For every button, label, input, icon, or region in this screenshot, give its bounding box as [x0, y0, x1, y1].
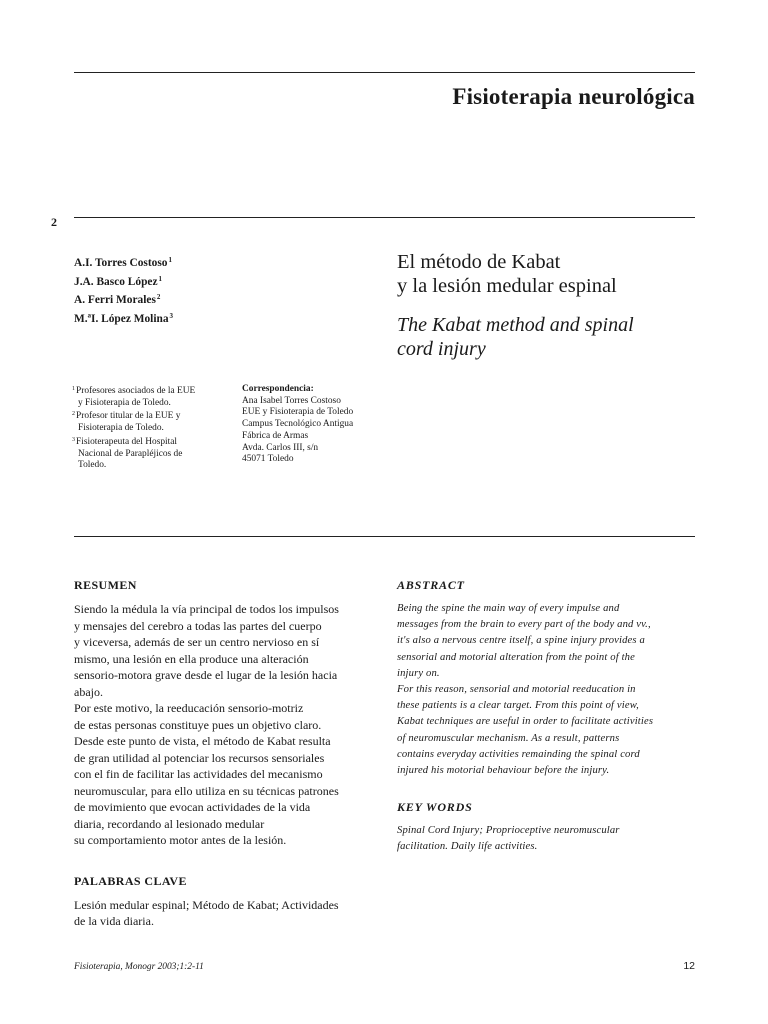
resumen-body: Siendo la médula la vía principal de todos los impulsos y mensajes del cerebro a todas las partes del cuerpo y viceversa, además de ser un centro nervioso en sí mismo, una lesión en ella produce una alteración sensorio-motora grave desde el lugar de la lesión hacia abajo. Por este motivo, la reeducación sensorio-motriz de estas personas constituye pues un objetivo claro. Desde este punto de vista, el método de Kabat resulta de gran utilidad al potenciar los recursos sensoriales con el fin de facilitar las actividades del mecanismo neuromuscular, para ello utiliza en su técnicas patrones de movimiento que evocan actividades de la vida diaria, recordando al lesionado medular su comportamiento motor antes de la lesión. — [74, 602, 339, 847]
author-list — [74, 253, 173, 327]
affiliation-item: $^3$Fisioterapeuta del Hospital Nacional de Parapléjicos de Toledo. — [72, 436, 183, 471]
correspondence-line: EUE y Fisioterapia de Toledo — [242, 407, 354, 418]
footer-page-number: 12 — [683, 960, 695, 972]
article-title-english: The Kabat method and spinal cord injury — [397, 314, 634, 360]
footer-citation: Fisioterapia, Monogr 2003;1:2-11 — [74, 962, 204, 972]
affiliation-item: $^1$Profesores asociados de la EUE y Fisioterapia de Toledo. — [72, 386, 196, 408]
abstract-body: Being the spine the main way of every impulse and messages from the brain to every part of the body and vv., it's also a nervous centre itself, a spine injury provides a sensorial and motorial alteration from the point of the injury on. For this reason, sensorial and motorial reeducation in these patients is a clear target. From this point of view, Kabat techniques are useful in order to facilitate activities of neuromuscular mechanism. As a result, patterns contains everyday activities remainding the spinal cord injured his motorial behaviour before the injury. — [397, 603, 654, 777]
spanish-column — [74, 577, 374, 930]
correspondence-line: Fábrica de Armas — [242, 430, 309, 441]
correspondence-line: 45071 Toledo — [242, 454, 294, 465]
section-title: Fisioterapia neurológica — [452, 84, 695, 109]
key-words-body: Spinal Cord Injury; Proprioceptive neuromuscular facilitation. Daily life activities. — [397, 825, 620, 853]
author: M.ªI. López Molina$^3$ — [74, 311, 174, 325]
palabras-clave-body: Lesión medular espinal; Método de Kabat; Actividades de la vida diaria. — [74, 897, 339, 928]
key-words-heading: KEY WORDS — [397, 800, 473, 815]
correspondence-heading: Correspondencia: — [242, 384, 314, 394]
palabras-clave-heading: PALABRAS CLAVE — [74, 873, 187, 888]
article-title-spanish: El método de Kabat y la lesión medular espinal — [397, 251, 617, 297]
affiliations — [72, 384, 232, 472]
correspondence-line: Ana Isabel Torres Costoso — [242, 395, 341, 406]
section-rule — [74, 536, 695, 537]
correspondence-line: Campus Tecnológico Antigua — [242, 419, 354, 430]
top-rule — [74, 72, 695, 73]
header-rule — [74, 217, 695, 218]
correspondence-block — [242, 384, 392, 466]
side-page-number: 2 — [51, 215, 57, 229]
abstract-heading: ABSTRACT — [397, 578, 465, 592]
author: A.I. Torres Costoso$^1$ — [74, 256, 172, 269]
author: J.A. Basco López$^1$ — [74, 274, 163, 288]
author: A. Ferri Morales$^2$ — [74, 293, 161, 306]
correspondence-line: Avda. Carlos III, s/n — [242, 442, 319, 453]
resumen-heading: RESUMEN — [74, 578, 137, 592]
affiliation-item: $^2$Profesor titular de la EUE y Fisioterapia de Toledo. — [72, 411, 181, 434]
english-column — [397, 577, 697, 856]
